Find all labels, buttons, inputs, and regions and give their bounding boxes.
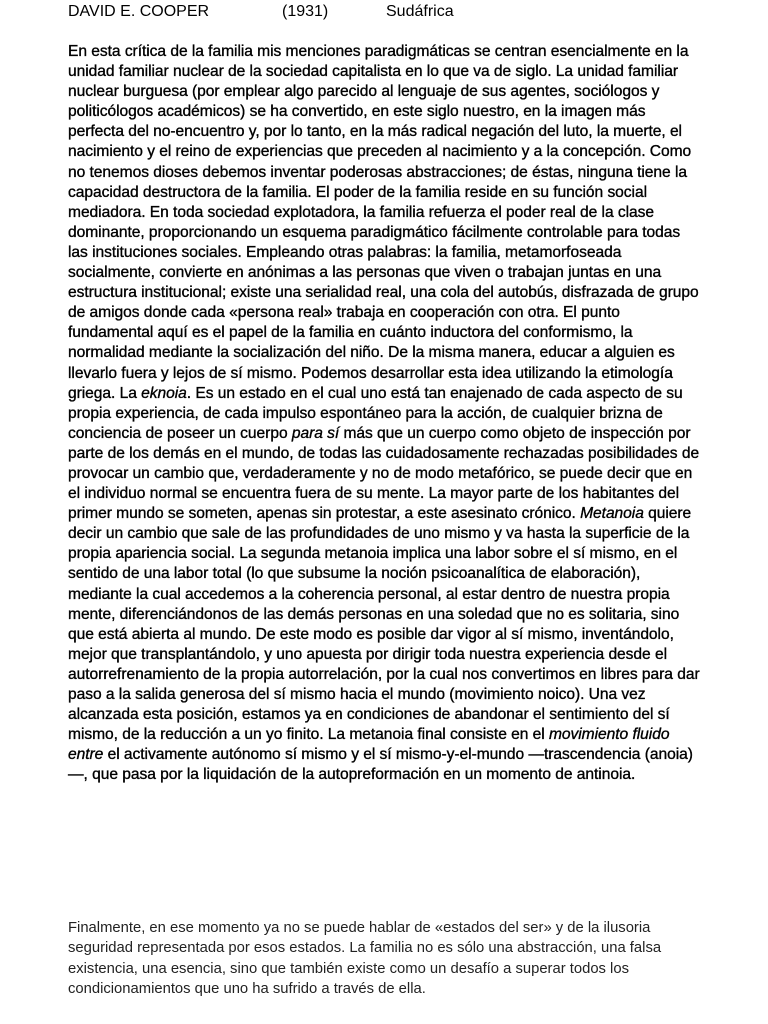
- paragraph-text: más que un cuerpo como objeto de inspección por parte de los demás en el mundo, de todas las cuidadosamente rechazadas posibilidades de provocar un cambio que, verdaderamente y no de modo metafórico, se puede decir que en el individuo normal se encuentra fuera de su mente. La mayor parte de los habitantes del primer mundo se someten, apenas sin protestar, a este asesinato crónico.: [68, 424, 700, 523]
- document-header: [68, 2, 708, 22]
- birth-year: (1931): [282, 3, 329, 20]
- paragraph-text: En esta crítica de la familia mis menciones paradigmáticas se centran esencialmente en la unidad familiar nuclear de la sociedad capitalista en lo que va de siglo. La unidad familiar nuclear burguesa (por emplear algo parecido al lenguaje de sus agentes, sociólogos y politicólogos académicos) se ha convertido, en este siglo nuestro, en la imagen más perfecta del no-encuentro y, por lo tanto, en la más radical negación del luto, la muerte, el nacimiento y el reino de experiencias que preceden al nacimiento y a la concepción. Como no tenemos dioses debemos inventar poderosas abstracciones; de éstas, ninguna tiene la capacidad destructora de la familia. El poder de la familia reside en su función social mediadora. En toda sociedad explotadora, la familia refuerza el poder real de la clase dominante, proporcionando un esquema paradigmático fácilmente controlable para todas las instituciones sociales. Empleando otras palabras: la familia, metamorfoseada socialmente, convierte en anónimas a las personas que viven o trabajan juntas en una estructura institucional; existe una serialidad real, una cola del autobús, disfrazada de grupo de amigos donde cada «persona real» trabaja en cooperación con otra. El punto fundamental aquí es el papel de la familia en cuánto inductora del conformismo, la normalidad mediante la socialización del niño. De la misma manera, educar a alguien es llevarlo fuera y lejos de sí mismo. Podemos desarrollar esta idea utilizando la etimología griega. La: [68, 43, 699, 402]
- italic-term: movimiento fluido entre: [68, 726, 670, 764]
- italic-term: eknoia: [141, 384, 187, 402]
- paragraph-text: el activamente autónomo sí mismo y el sí mismo-y-el-mundo —trascendencia (anoia)—, que pasa por la liquidación de la autopreformación en un momento de antinoia.: [68, 746, 693, 784]
- author-name: DAVID E. COOPER: [68, 3, 210, 20]
- main-paragraph: [68, 42, 704, 785]
- paragraph-text: . Es un estado en el cual uno está tan enajenado de cada aspecto de su propia experiencia, de cada impulso espontáneo para la acción, de cualquier brizna de conciencia de poseer un cuerpo: [68, 384, 683, 442]
- italic-term: para sí: [291, 424, 340, 442]
- country: Sudáfrica: [386, 3, 454, 20]
- italic-term: Metanoia: [580, 505, 644, 523]
- paragraph-text: quiere decir un cambio que sale de las profundidades de uno mismo y va hasta la superficie de la propia apariencia social. La segunda metanoia implica una labor sobre el sí mismo, en el sentido de una labor total (lo que subsume la noción psicoanalítica de elaboración), mediante la cual accedemos a la coherencia personal, al estar dentro de nuestra propia mente, diferenciándonos de las demás personas en una soledad que no es solitaria, sino que está abierta al mundo. De este modo es posible dar vigor al sí mismo, inventándolo, mejor que transplantándolo, y uno apuesta por dirigir toda nuestra experiencia desde el autorrefrenamiento de la propia autorrelación, por la cual nos convertimos en libres para dar paso a la salida generosa del sí mismo hacia el mundo (movimiento noico). Una vez alcanzada esta posición, estamos ya en condiciones de abandonar el sentimiento del sí mismo, de la reducción a un yo finito. La metanoia final consiste en el: [68, 505, 700, 744]
- closing-paragraph: Finalmente, en ese momento ya no se puede hablar de «estados del ser» y de la ilusoria seguridad representada por esos estados. La familia no es sólo una abstracción, una falsa existencia, una esencia, sino que también existe como un desafío a superar todos los condicionamientos que uno ha sufrido a través de ella.: [68, 920, 662, 998]
